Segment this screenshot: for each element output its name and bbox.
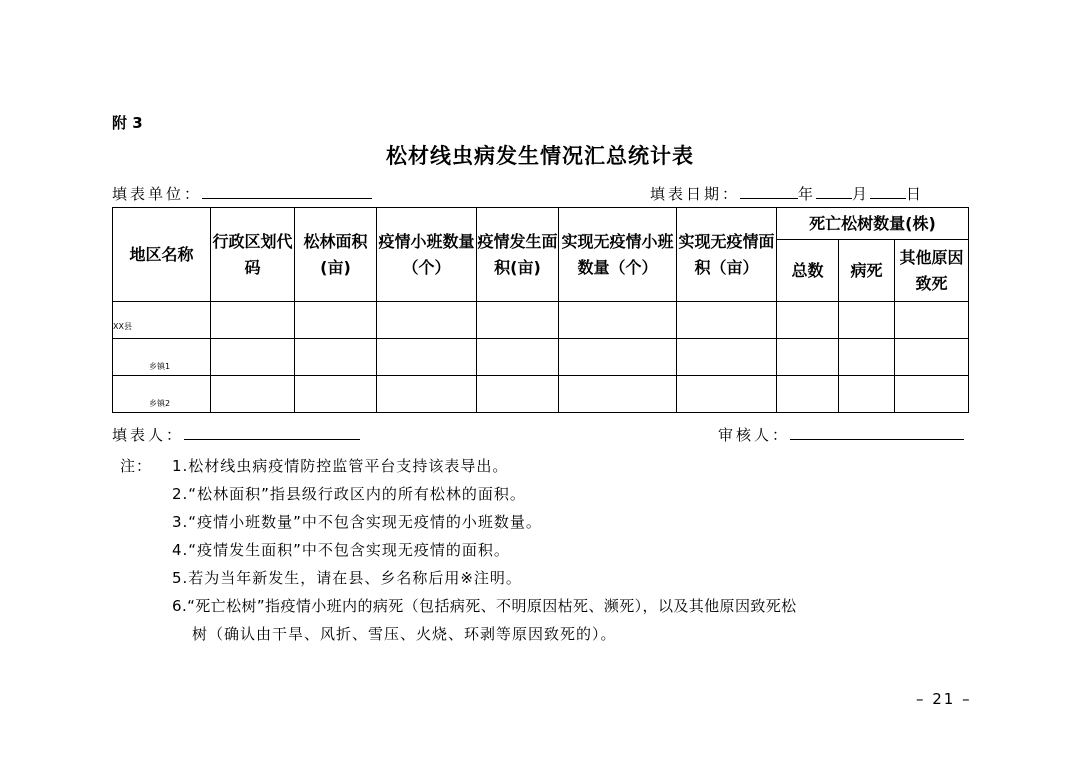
row-region-label: 乡镇1 bbox=[149, 362, 171, 371]
table-cell[interactable] bbox=[477, 302, 559, 339]
note-item: 1.松材线虫病疫情防控监管平台支持该表导出。 bbox=[172, 457, 509, 475]
table-cell[interactable] bbox=[777, 302, 839, 339]
row-region-label: XX县 bbox=[113, 322, 132, 331]
table-cell[interactable] bbox=[477, 376, 559, 413]
date-month-label: 月 bbox=[852, 185, 871, 203]
header-pine-area: 松林面积(亩) bbox=[295, 208, 377, 302]
table-row bbox=[113, 302, 969, 339]
note-item: 树（确认由干旱、风折、雪压、火烧、环剥等原因致死的）。 bbox=[192, 625, 617, 643]
summary-table bbox=[112, 207, 969, 413]
table-cell[interactable] bbox=[677, 339, 777, 376]
header-dead-disease: 病死 bbox=[839, 240, 895, 302]
reviewer bbox=[718, 424, 964, 445]
date-day-label: 日 bbox=[906, 185, 925, 203]
header-free-count: 实现无疫情小班数量（个） bbox=[559, 208, 677, 302]
filler-label: 填表人： bbox=[112, 426, 185, 444]
note-item: 6.“死亡松树”指疫情小班内的病死（包括病死、不明原因枯死、濒死），以及其他原因致死松 bbox=[172, 597, 797, 615]
filler-line[interactable] bbox=[184, 425, 360, 440]
note-item: 4.“疫情发生面积”中不包含实现无疫情的面积。 bbox=[172, 541, 510, 559]
notes bbox=[120, 452, 980, 652]
filler bbox=[112, 424, 360, 445]
page-number: – 21 – bbox=[916, 690, 972, 708]
table-cell[interactable] bbox=[477, 339, 559, 376]
table-cell[interactable] bbox=[211, 339, 295, 376]
table-cell[interactable] bbox=[895, 302, 969, 339]
fill-date bbox=[650, 183, 924, 204]
note-item: 3.“疫情小班数量”中不包含实现无疫情的小班数量。 bbox=[172, 513, 542, 531]
table-cell[interactable] bbox=[295, 339, 377, 376]
table-row bbox=[113, 339, 969, 376]
table-cell[interactable] bbox=[559, 339, 677, 376]
header-dead-other: 其他原因致死 bbox=[895, 240, 969, 302]
table-cell[interactable] bbox=[211, 376, 295, 413]
date-month-line[interactable] bbox=[816, 184, 852, 199]
header-free-area: 实现无疫情面积（亩） bbox=[677, 208, 777, 302]
header-dead-group: 死亡松树数量(株) bbox=[777, 208, 969, 240]
table-cell[interactable] bbox=[895, 339, 969, 376]
date-year-label: 年 bbox=[798, 185, 817, 203]
table-cell[interactable] bbox=[777, 376, 839, 413]
note-item: 2.“松林面积”指县级行政区内的所有松林的面积。 bbox=[172, 485, 526, 503]
header-dead-total: 总数 bbox=[777, 240, 839, 302]
fill-date-label: 填表日期： bbox=[650, 185, 741, 203]
header-subcompartments: 疫情小班数量（个） bbox=[377, 208, 477, 302]
header-outbreak-area: 疫情发生面积(亩) bbox=[477, 208, 559, 302]
table-cell[interactable] bbox=[377, 339, 477, 376]
table-cell[interactable] bbox=[295, 302, 377, 339]
table-cell[interactable] bbox=[839, 376, 895, 413]
fill-unit-label: 填表单位： bbox=[112, 185, 203, 203]
row-region-cell[interactable] bbox=[113, 339, 211, 376]
table-cell[interactable] bbox=[559, 302, 677, 339]
notes-prefix: 注： bbox=[120, 457, 153, 475]
note-item: 5.若为当年新发生，请在县、乡名称后用※注明。 bbox=[172, 569, 522, 587]
fill-unit-line[interactable] bbox=[202, 184, 372, 199]
table-cell[interactable] bbox=[377, 302, 477, 339]
table-cell[interactable] bbox=[777, 339, 839, 376]
reviewer-label: 审核人： bbox=[718, 426, 791, 444]
table-cell[interactable] bbox=[559, 376, 677, 413]
table-cell[interactable] bbox=[895, 376, 969, 413]
table-cell[interactable] bbox=[839, 302, 895, 339]
table-cell[interactable] bbox=[211, 302, 295, 339]
table-cell[interactable] bbox=[377, 376, 477, 413]
table-row bbox=[113, 376, 969, 413]
table-cell[interactable] bbox=[295, 376, 377, 413]
reviewer-line[interactable] bbox=[790, 425, 964, 440]
annex-label: 附 3 bbox=[112, 114, 143, 132]
table-cell[interactable] bbox=[677, 376, 777, 413]
fill-unit bbox=[112, 183, 372, 204]
row-region-cell[interactable] bbox=[113, 302, 211, 339]
date-year-line[interactable] bbox=[740, 184, 798, 199]
row-region-label: 乡镇2 bbox=[149, 399, 171, 408]
table-cell[interactable] bbox=[677, 302, 777, 339]
date-day-line[interactable] bbox=[870, 184, 906, 199]
row-region-cell[interactable] bbox=[113, 376, 211, 413]
page-title: 松材线虫病发生情况汇总统计表 bbox=[386, 144, 694, 168]
header-admin-code: 行政区划代码 bbox=[211, 208, 295, 302]
table-cell[interactable] bbox=[839, 339, 895, 376]
header-region: 地区名称 bbox=[113, 208, 211, 302]
